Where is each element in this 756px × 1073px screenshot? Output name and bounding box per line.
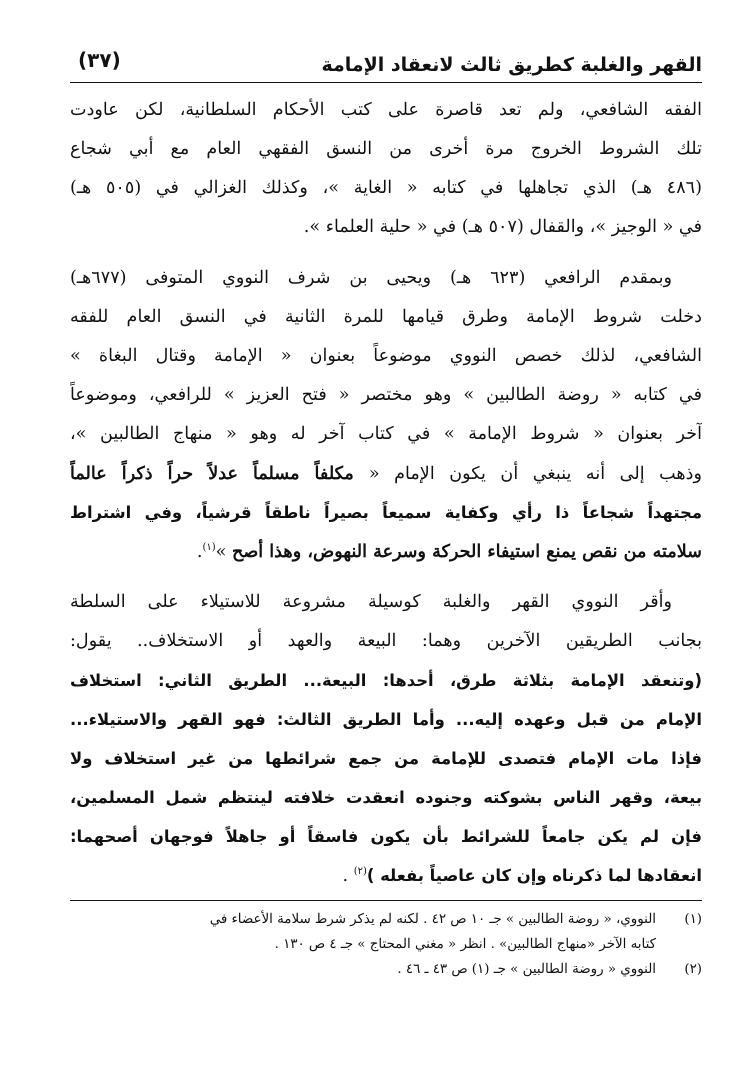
paragraph-1-line-4: في « الوجيز »، والقفال (٥٠٧ هـ) في « حلية العلماء ».: [303, 217, 702, 237]
paragraph-3-line-2: بجانب الطريقين الآخرين وهما: البيعة والعهد أو الاستخلاف.. يقول:: [70, 631, 702, 651]
paragraph-3-line-3: (وتنعقد الإمامة بثلاثة طرق، أحدها: البيعة... الطريق الثاني: استخلاف: [70, 671, 702, 690]
paragraph-2-line-1: وبمقدم الرافعي (٦٢٣ هـ) ويحيى بن شرف النووي المتوفى (٦٧٧هـ): [70, 268, 672, 288]
quote-intro: وذهب إلى أنه ينبغي أن يكون الإمام «: [368, 464, 702, 484]
line-end-punct: .: [196, 542, 203, 562]
paragraph-3-line-4: الإمام من قبل وعهده إليه... وأما الطريق الثالث: فهو القهر والاستيلاء...: [70, 710, 702, 729]
paragraph-2-line-4: في كتابه « روضة الطالبين » وهو مختصر « فتح العزيز » للرافعي، وموضوعاً: [70, 385, 702, 405]
page-number: (٣٧): [78, 48, 121, 72]
paragraph-2-line-3: الشافعي، لذلك خصص النووي موضوعاً بعنوان « الإمامة وقتال البغاة »: [70, 346, 702, 366]
paragraph-1-line-1: الفقه الشافعي، ولم تعد قاصرة على كتب الأحكام السلطانية، لكن عاودت: [70, 100, 702, 120]
footnote-2-line-1: [70, 957, 702, 982]
body-text: [70, 91, 702, 895]
footnote-number: (٢): [684, 962, 702, 977]
paragraph-gap: [70, 571, 702, 583]
line-end-punct: .: [342, 866, 354, 886]
paragraph-2-line-7: مجتهداً شجاعاً ذا رأي وكفاية سميعاً بصيراً ناطقاً قرشياً، وفي اشتراط: [70, 503, 702, 522]
footnote-ref-1[interactable]: (١): [202, 542, 216, 554]
paragraph-2-line-8: [70, 532, 702, 571]
footnote-number: (١): [684, 912, 702, 927]
quote-bold-end: سلامته من نقص يمنع استيفاء الحركة وسرعة النهوض، وهذا أصح: [231, 541, 702, 562]
paragraph-3-line-5: فإذا مات الإمام فتصدى للإمامة من جمع شرائطها من غير استخلاف ولا: [70, 749, 702, 768]
quote-close: »: [215, 542, 232, 562]
quote-bold: مكلفاً مسلماً عدلاً حراً ذكراً عالماً: [70, 463, 369, 484]
paragraph-3-line-8: [70, 856, 702, 895]
paragraph-gap: [70, 247, 702, 259]
paragraph-3-line-6: بيعة، وقهر الناس بشوكته وجنوده انعقدت خلافته لينتظم شمل المسلمين،: [70, 788, 702, 807]
paragraph-2-line-5: آخر بعنوان « شروط الإمامة » في كتاب آخر له وهو « منهاج الطالبين »،: [70, 424, 702, 444]
footnote-1-line-2: كتابه الآخر «منهاج الطالبين» . انظر « مغني المحتاج » جـ ٤ ص ١٣٠ .: [274, 937, 656, 952]
paragraph-1-line-3: (٤٨٦ هـ) الذي تجاهلها في كتابه « الغاية »، وكذلك الغزالي في (٥٠٥ هـ): [70, 178, 702, 198]
footnote-1-line-1: [70, 907, 702, 932]
running-title: القهر والغلبة كطريق ثالث لانعقاد الإمامة: [321, 54, 702, 76]
paragraph-3-line-7: فإن لم يكن جامعاً للشرائط بأن يكون فاسقاً أو جاهلاً فوجهان أصحهما:: [70, 827, 702, 846]
paragraph-2-line-6: [70, 454, 702, 493]
footnote-ref-2[interactable]: (٢): [353, 866, 367, 878]
paragraph-1-line-2: تلك الشروط الخروج مرة أخرى من النسق الفقهي العام مع أبي شجاع: [70, 139, 702, 159]
footnote-text: النووي، « روضة الطالبين » جـ ١٠ ص ٤٢ . لكنه لم يذكر شرط سلامة الأعضاء في: [209, 912, 656, 927]
footnote-text: النووي « روضة الطالبين » جـ (١) ص ٤٣ ـ ٤٦ .: [397, 962, 656, 977]
running-head: [70, 40, 702, 83]
footnotes: [70, 900, 702, 982]
quote-bold-end: انعقادها لما ذكرناه وإن كان عاصياً بفعله ): [366, 866, 702, 885]
paragraph-3-line-1: وأقر النووي القهر والغلبة كوسيلة مشروعة للاستيلاء على السلطة: [70, 592, 672, 612]
book-page: [70, 40, 702, 1050]
paragraph-2-line-2: دخلت شروط الإمامة وطرق قيامها للمرة الثانية في النسق العام للفقه: [70, 307, 702, 327]
